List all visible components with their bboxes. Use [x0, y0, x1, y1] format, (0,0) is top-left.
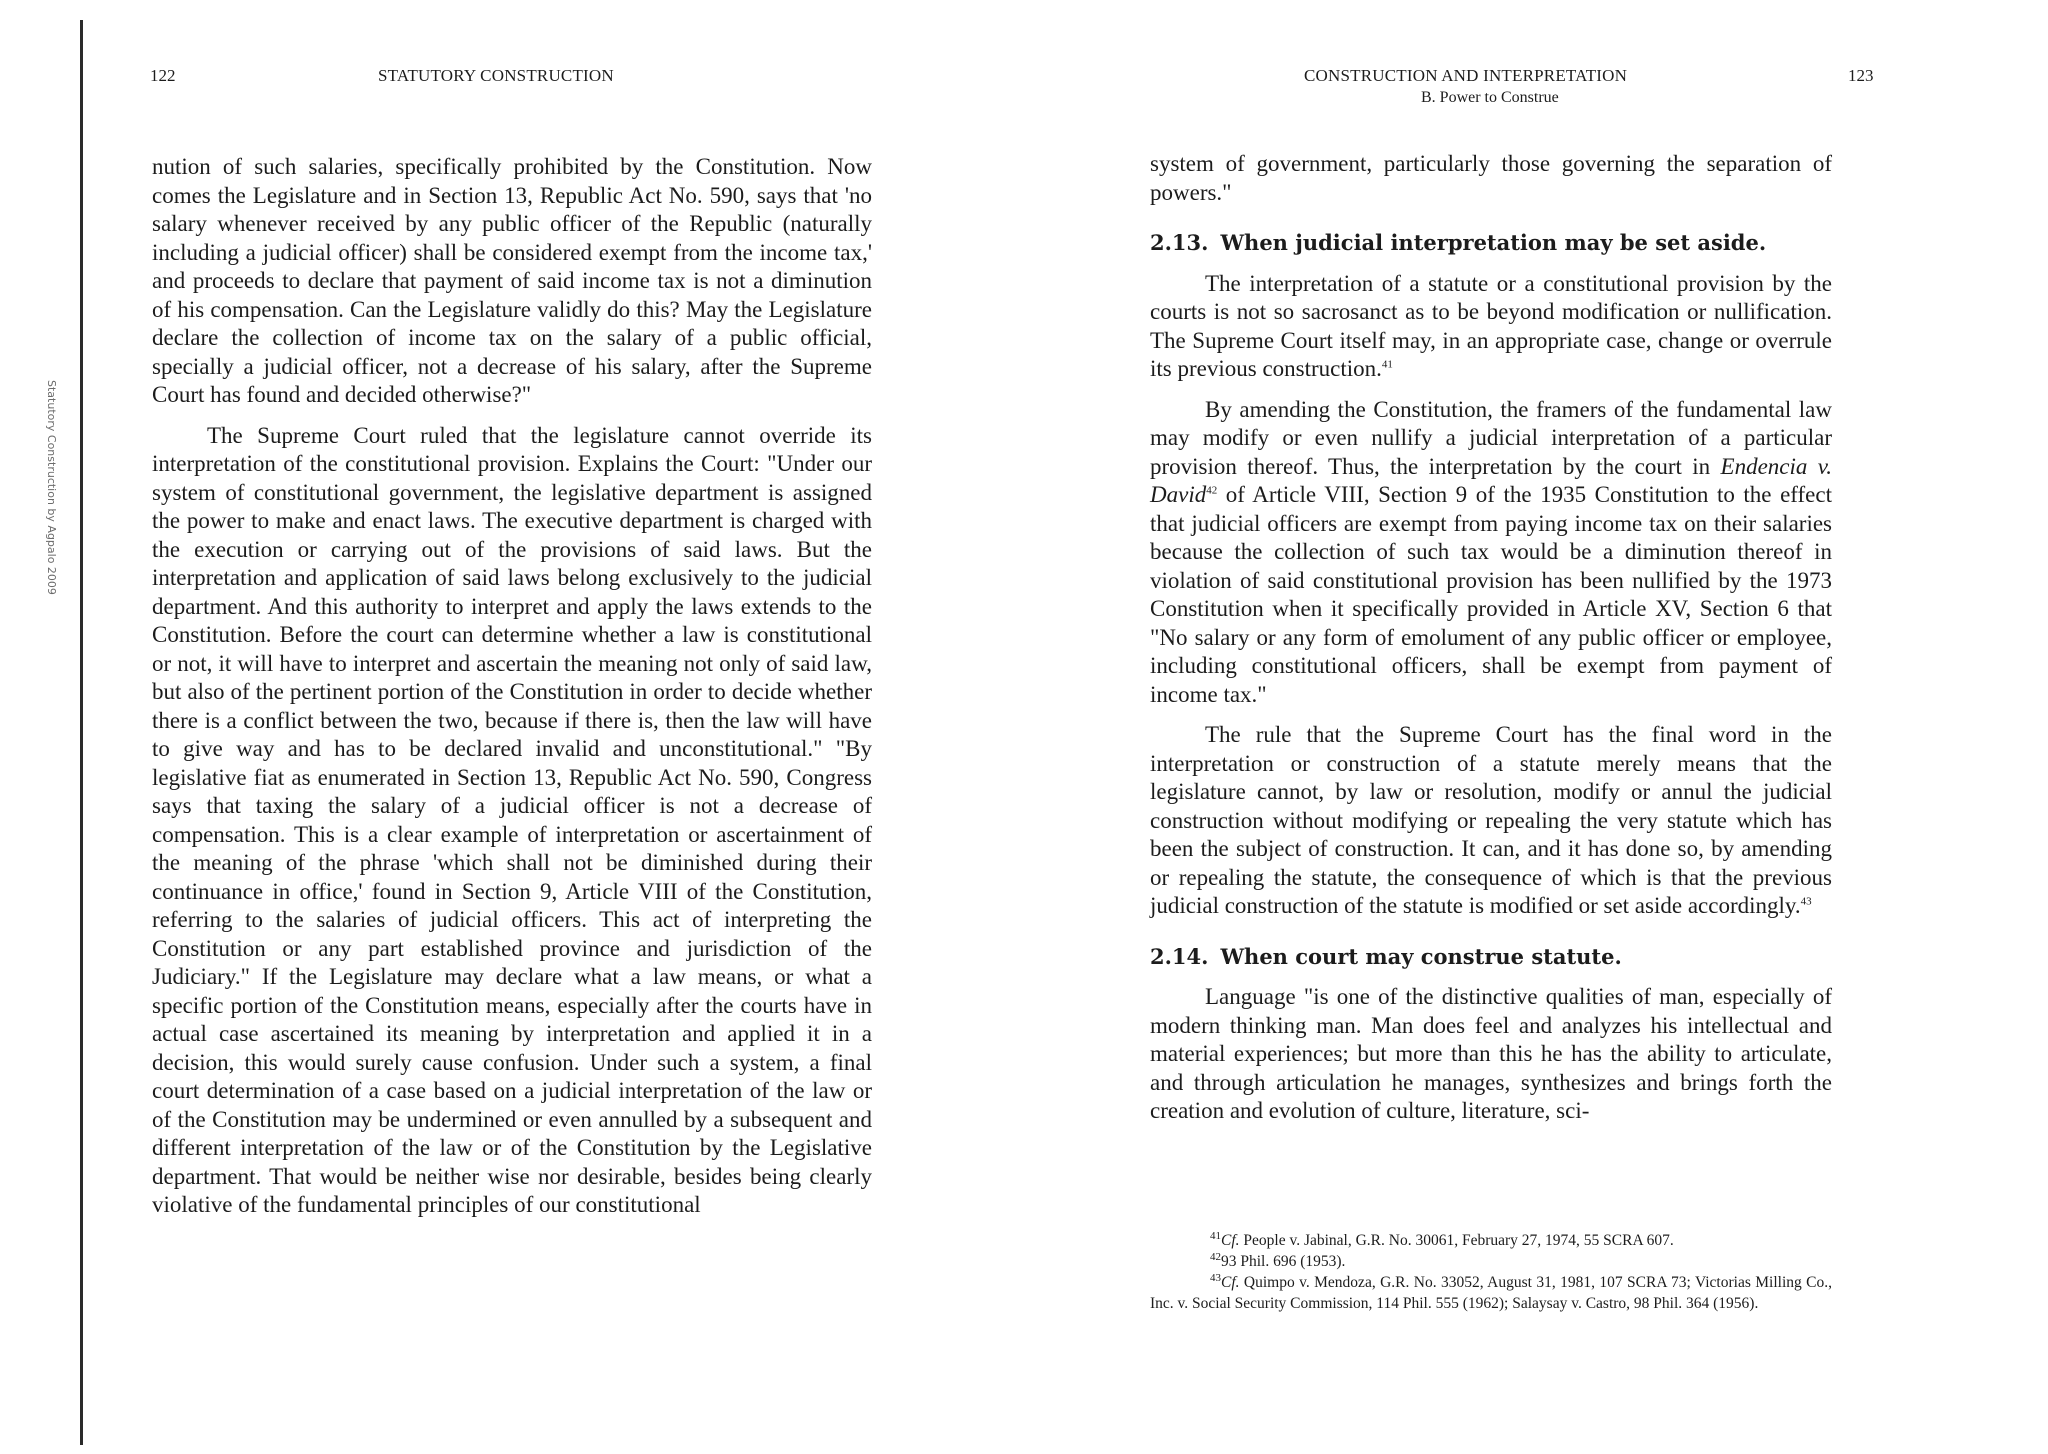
footnotes: [1150, 1230, 1832, 1314]
page-number: 123: [1848, 66, 1874, 85]
section-title: When judicial interpretation may be set aside.: [1220, 230, 1767, 255]
right-page: [1040, 0, 2048, 1454]
section-number: 2.14.: [1150, 943, 1209, 969]
footnote: [1150, 1272, 1832, 1314]
paragraph: The Supreme Court ruled that the legislature cannot override its interpretation of the constitutional provision. Explains the Court: "Under our system of constitutional government, the legislative department is assigned the power to make and enact laws. The executive department is charged with the execution or carrying out of the provisions of said laws. But the interpretation and application of said laws belong exclusively to the judicial department. And this authority to interpret and apply the laws extends to the Constitution. Before the court can determine whether a law is constitutional or not, it will have to interpret and ascertain the meaning not only of said law, but also of the pertinent portion of the Constitution in order to decide whether there is a conflict between the two, because if there is, then the law will have to give way and has to be declared invalid and unconstitutional." "By legislative fiat as enumerated in Section 13, Republic Act No. 590, Congress says that taxing the salary of a judicial officer is not a decrease of compensation. This is a clear example of interpretation or ascertainment of the meaning of the phrase 'which shall not be diminished during their continuance in office,' found in Section 9, Article VIII of the Constitution, referring to the salaries of judicial officers. This act of interpreting the Constitution or any part established province and jurisdiction of the Judiciary." If the Legislature may declare what a law means, or what a specific portion of the Constitution means, especially after the courts have in actual case ascertained its meaning by interpretation and applied it in a decision, this would surely cause confusion. Under such a system, a final court determination of a case based on a judicial interpretation of the law or of the Constitution may be undermined or even annulled by a subsequent and different interpretation of the law or of the Constitution by the Legislative department. That would be neither wise nor desirable, besides being clearly violative of the fundamental principles of our constitutional: [152, 422, 872, 1217]
footnote: [1150, 1230, 1832, 1251]
paragraph: [1150, 270, 1832, 384]
paragraph: nution of such salaries, specifically prohibited by the Constitution. Now comes the Legislature and in Section 13, Republic Act No. 590, says that 'no salary whenever received by any public officer of the Republic (naturally including a judicial officer) shall be considered exempt from the income tax,' and proceeds to declare that payment of said income tax is not a diminution of his compensation. Can the Legislature validly do this? May the Legislature declare the collection of income tax on the salary of a public official, specially a judicial officer, not a decrease of his salary, after the Supreme Court has found and decided otherwise?": [152, 154, 872, 407]
body-text: [152, 153, 872, 1220]
running-head: STATUTORY CONSTRUCTION: [378, 66, 614, 85]
scan-watermark: Statutory Construction by Agpalo 2009: [45, 380, 58, 595]
case-name: Endencia v. David: [1150, 453, 1833, 507]
section-number: 2.13.: [1150, 230, 1209, 255]
paragraph-text: of Article VIII, Section 9 of the 1935 Constitution to the effect that judicial officers are exempt from paying income tax on their salaries because the collection of such tax would be a diminution thereof in violation of said constitutional provision has been nullified by the 1973 Constitution when it specifically provided in Article XV, Section 6 that "No salary or any form of emolument of any public officer or employee, including constitutional officers, shall be exempt from payment of income tax.": [1150, 482, 1832, 707]
paragraph: Language "is one of the distinctive qualities of man, especially of modern thinking man. Man does feel and analyzes his intellectual and material experiences; but more than this he has the ability to articulate, and through articulation he manages, synthesizes and brings forth the creation and evolution of culture, literature, sci-: [1150, 984, 1832, 1123]
footnote-ref: 43: [1800, 895, 1812, 908]
body-text: [1150, 150, 1832, 1126]
footnote-number: 41: [1210, 1229, 1221, 1242]
paragraph: [1150, 721, 1832, 921]
footnote-number: 42: [1210, 1250, 1221, 1263]
binding-edge: [80, 20, 83, 1445]
footnote: [1150, 1251, 1832, 1272]
footnote-ref: 42: [1206, 484, 1218, 497]
left-page: [0, 0, 1010, 1454]
continued-paragraph: system of government, particularly those governing the separation of powers.": [1150, 151, 1832, 205]
footnote-text: People v. Jabinal, G.R. No. 30061, February 27, 1974, 55 SCRA 607.: [1239, 1232, 1674, 1249]
footnote-text: Quimpo v. Mendoza, G.R. No. 33052, August 31, 1981, 107 SCRA 73; Victorias Milling Co., Inc. v. Social Security Commission, 114 Phil. 555 (1962); Salaysay v. Castro, 98 Phil. 364 (1956).: [1150, 1274, 1832, 1312]
footnote-signal: Cf.: [1221, 1232, 1240, 1249]
running-subhead: B. Power to Construe: [1421, 89, 1559, 106]
section-heading-2-14: [1150, 943, 1832, 972]
paragraph-text: By amending the Constitution, the framers of the fundamental law may modify or even nullify a judicial interpretation of a particular provision thereof. Thus, the interpretation by the court in: [1150, 396, 1832, 479]
paragraph-text: The rule that the Supreme Court has the final word in the interpretation or construction of a statute merely means that the legislature cannot, by law or resolution, modify or annul the judicial construction without modifying or repealing the very statute which has been the subject of construction. It can, and it has done so, by amending or repealing the statute, the consequence of which is that the previous judicial construction of the statute is modified or set aside accordingly.: [1150, 722, 1832, 918]
section-heading-2-13: [1150, 229, 1832, 258]
footnote-number: 43: [1210, 1271, 1221, 1284]
paragraph: [1150, 396, 1832, 710]
footnote-ref: 41: [1381, 358, 1393, 371]
footnote-signal: Cf.: [1221, 1274, 1240, 1291]
paragraph-text: The interpretation of a statute or a constitutional provision by the courts is not so sacrosanct as to be beyond modification or nullification. The Supreme Court itself may, in an appropriate case, change or overrule its previous construction.: [1150, 270, 1832, 381]
running-head: CONSTRUCTION AND INTERPRETATION: [1304, 66, 1628, 85]
footnote-text: 93 Phil. 696 (1953).: [1221, 1253, 1346, 1270]
section-title: When court may construe statute.: [1220, 943, 1622, 969]
page-number: 122: [150, 66, 176, 85]
